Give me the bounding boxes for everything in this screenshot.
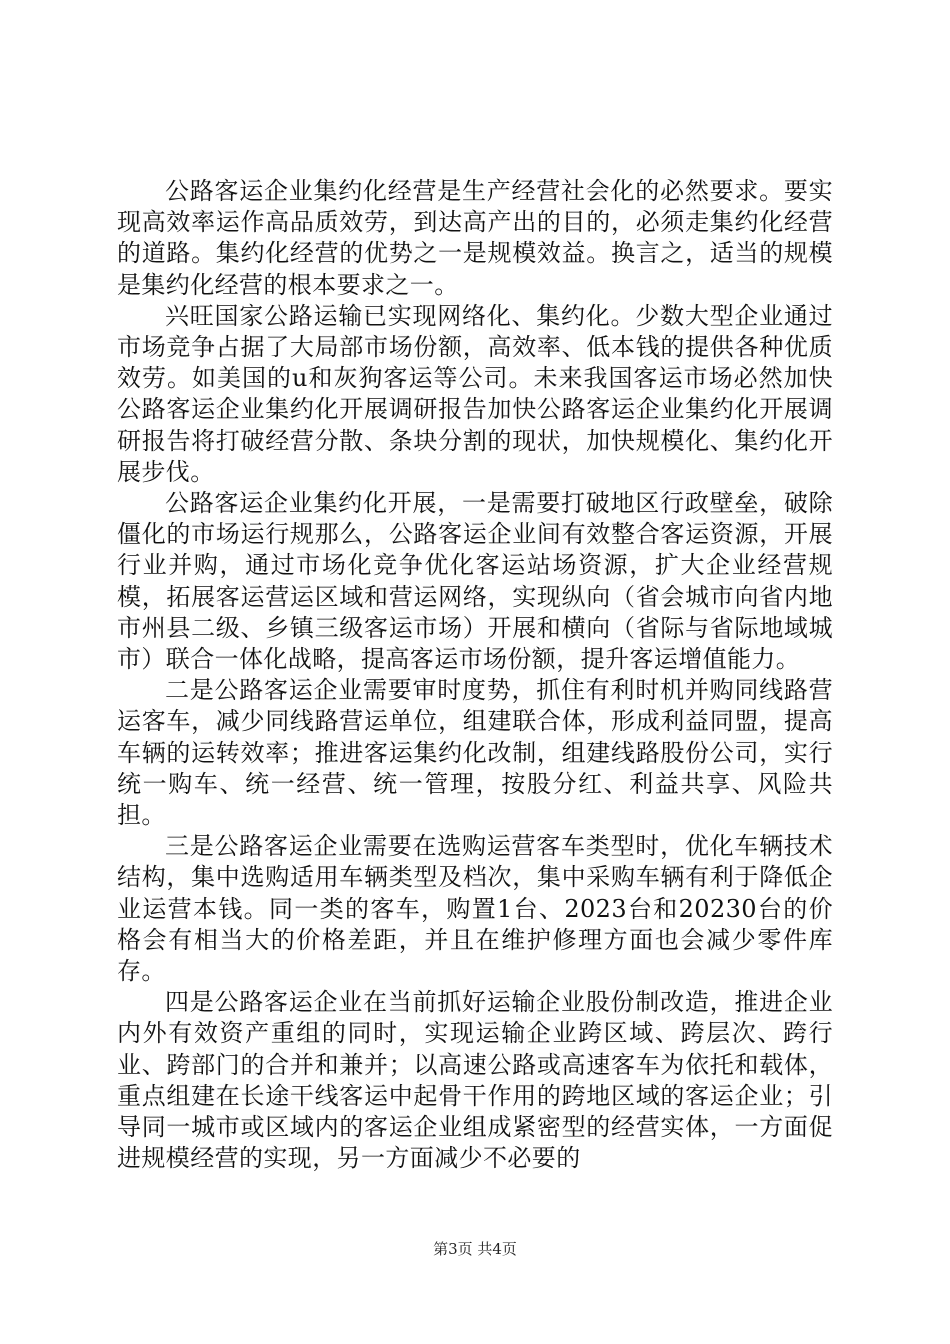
paragraph-6: 四是公路客运企业在当前抓好运输企业股份制改造，推进企业内外有效资产重组的同时，实现运输企业跨区域、跨层次、跨行业、跨部门的合并和兼并；以高速公路或高速客车为依托和载体，重点组建在长途干线客运中起骨干作用的跨地区域的客运企业；引导同一城市或区域内的客运企业组成紧密型的经营实体，一方面促进规模经营的实现，另一方面减少不必要的 xyxy=(117,988,833,1173)
paragraph-4: 二是公路客运企业需要审时度势，抓住有利时机并购同线路营运客车，减少同线路营运单位，组建联合体，形成利益同盟，提高车辆的运转效率；推进客运集约化改制，组建线路股份公司，实行统一购车、统一经营、统一管理，按股分红、利益共享、风险共担。 xyxy=(117,676,833,830)
paragraph-1: 公路客运企业集约化经营是生产经营社会化的必然要求。要实现高效率运作高品质效劳，到达高产出的目的，必须走集约化经营的道路。集约化经营的优势之一是规模效益。换言之，适当的规模是集约化经营的根本要求之一。 xyxy=(117,177,833,299)
document-body xyxy=(117,176,833,1175)
paragraph-2: 兴旺国家公路运输已实现网络化、集约化。少数大型企业通过市场竞争占据了大局部市场份额，高效率、低本钱的提供各种优质效劳。如美国的u和灰狗客运等公司。未来我国客运市场必然加快公路客运企业集约化开展调研报告加快公路客运企业集约化开展调研报告将打破经营分散、条块分割的现状，加快规模化、集约化开展步伐。 xyxy=(117,301,833,486)
page-number-footer: 第3页 共4页 xyxy=(433,1240,517,1258)
paragraph-5: 三是公路客运企业需要在选购运营客车类型时，优化车辆技术结构，集中选购适用车辆类型及档次，集中采购车辆有利于降低企业运营本钱。同一类的客车，购置1台、2023台和20230台的价格会有相当大的价格差距，并且在维护修理方面也会减少零件库存。 xyxy=(117,832,833,986)
paragraph-3: 公路客运企业集约化开展，一是需要打破地区行政壁垒，破除僵化的市场运行规那么，公路客运企业间有效整合客运资源，开展行业并购，通过市场化竞争优化客运站场资源，扩大企业经营规模，拓展客运营运区域和营运网络，实现纵向（省会城市向省内地市州县二级、乡镇三级客运市场）开展和横向（省际与省际地域城市）联合一体化战略，提高客运市场份额，提升客运增值能力。 xyxy=(117,489,833,674)
